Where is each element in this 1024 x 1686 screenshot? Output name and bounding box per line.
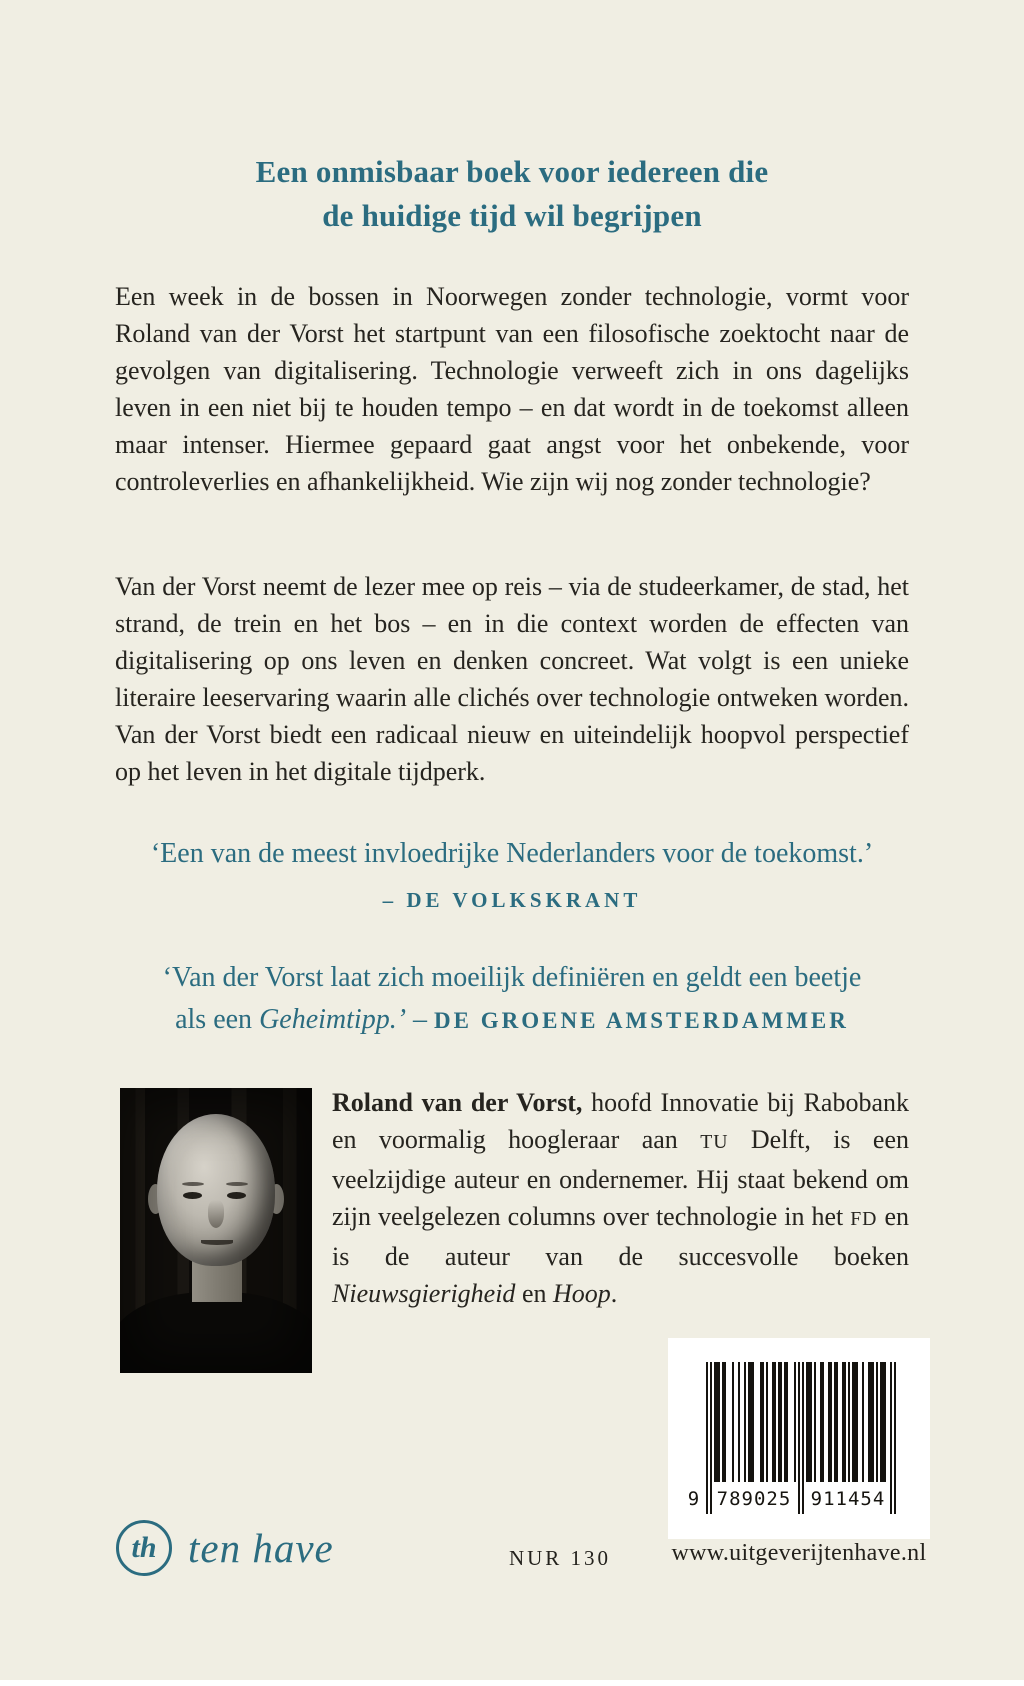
page-bottom-edge xyxy=(0,1680,1024,1686)
bio-abbr-tu: TU xyxy=(700,1131,729,1153)
publisher-logo xyxy=(116,1520,334,1576)
bio-text: en xyxy=(515,1279,553,1308)
press-quote-groene-line2 xyxy=(60,1000,964,1041)
cover-tagline xyxy=(0,150,1024,238)
quote-dash: – xyxy=(406,1004,435,1035)
barcode-digit-system: 9 xyxy=(687,1488,701,1510)
tagline-line2: de huidige tijd wil begrijpen xyxy=(322,198,702,233)
nur-code: NUR 130 xyxy=(508,1546,612,1570)
barcode-digits-right: 911454 xyxy=(810,1488,886,1510)
press-quote-volkskrant: ‘Een van de meest invloedrijke Nederlanders voor de toekomst.’ xyxy=(150,838,874,869)
quote-text-italic: Geheimtipp.’ xyxy=(259,1004,407,1035)
blurb-paragraph-1: Een week in de bossen in Noorwegen zonder technologie, vormt voor Roland van der Vorst het startpunt van een filosofische zoektocht naar de gevolgen van digitalisering. Technologie verweeft zich in ons dagelijks leven in een niet bij te houden tempo – en dat wordt in de toekomst alleen maar intenser. Hiermee gepaard gaat angst voor het onbekende, voor controleverlies en afhankelijkheid. Wie zijn wij nog zonder technologie? xyxy=(115,282,909,496)
quote-text-regular: als een xyxy=(175,1004,260,1035)
blurb-paragraph-2: Van der Vorst neemt de lezer mee op reis – via de studeerkamer, de stad, het strand, de trein en het bos – en in die context worden de effecten van digitalisering op ons leven en denken concreet. Wat volgt is een unieke literaire leeservaring waarin alle clichés over technologie ontweken worden. Van der Vorst biedt een radicaal nieuw en uiteindelijk hoopvol perspectief op het leven in het digitale tijdperk. xyxy=(115,572,909,786)
publisher-logo-monogram: th xyxy=(131,1531,157,1564)
bio-abbr-fd: FD xyxy=(850,1208,878,1230)
press-quote-groene-source: DE GROENE AMSTERDAMMER xyxy=(434,1008,849,1033)
publisher-logo-text: ten have xyxy=(188,1525,334,1571)
press-quote-groene-line1: ‘Van der Vorst laat zich moeilijk definiëren en geldt een beetje xyxy=(162,962,862,993)
bio-text: en is de auteur van de succesvolle boeken xyxy=(332,1202,909,1271)
press-quote-volkskrant-source: – DE VOLKSKRANT xyxy=(382,888,642,912)
author-bio xyxy=(332,1084,909,1312)
bio-text: . xyxy=(610,1279,618,1308)
bio-text: hoofd Innovatie bij Rabobank en voormalig hoogleraar aan xyxy=(332,1088,909,1154)
author-photo xyxy=(120,1088,312,1373)
book-title-hoop: Hoop xyxy=(552,1279,611,1308)
photo-vignette xyxy=(120,1088,312,1373)
publisher-logo-circle xyxy=(116,1520,172,1576)
tagline-line1: Een onmisbaar boek voor iedereen die xyxy=(255,154,769,189)
barcode-digits-left: 789025 xyxy=(716,1488,792,1510)
author-name: Roland van der Vorst, xyxy=(332,1088,583,1117)
barcode xyxy=(668,1338,930,1539)
publisher-website: www.uitgeverijtenhave.nl xyxy=(671,1540,927,1566)
bio-text: Delft, is een veelzijdige auteur en ondernemer. Hij staat bekend om zijn veelgelezen columns over technologie in het xyxy=(332,1125,910,1231)
book-title-nieuwsgierigheid: Nieuwsgierigheid xyxy=(332,1279,516,1308)
